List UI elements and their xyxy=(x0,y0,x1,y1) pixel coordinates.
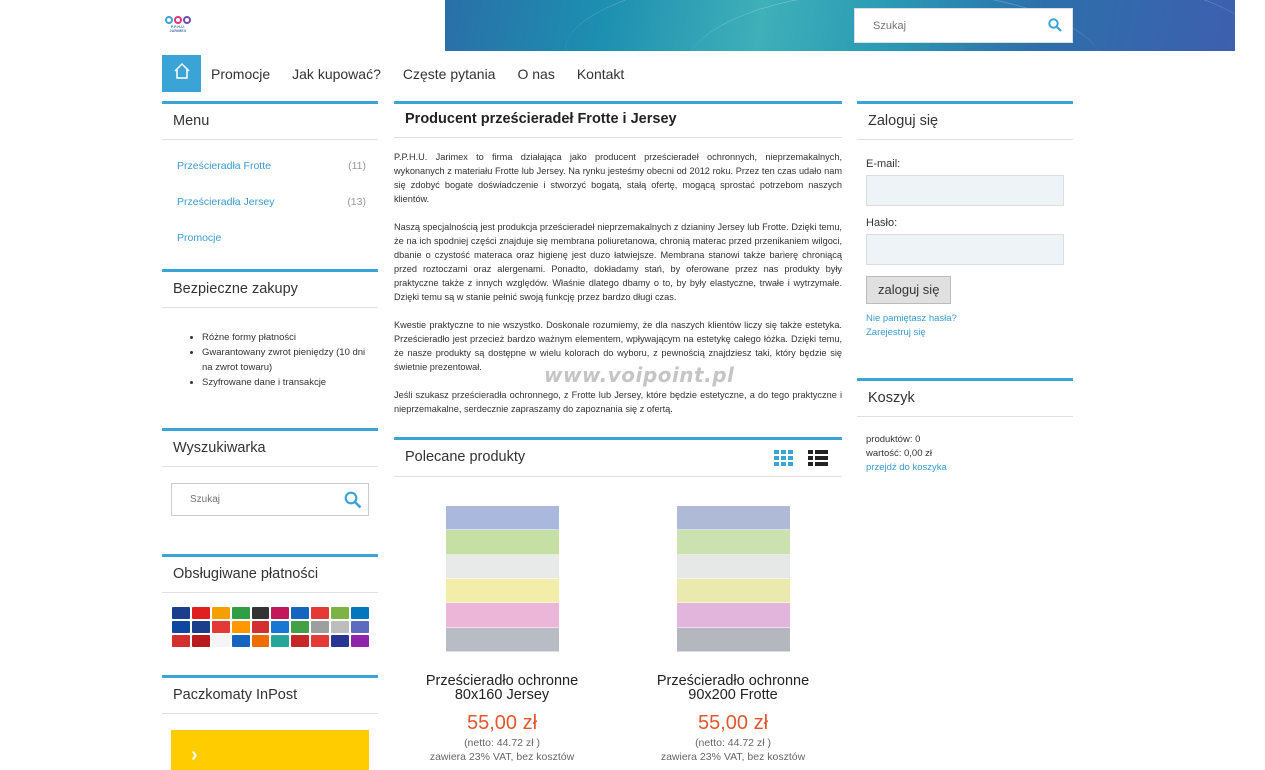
product-color-stripe xyxy=(677,506,790,530)
header-search[interactable] xyxy=(854,8,1073,43)
page-title: Producent prześcieradeł Frotte i Jersey xyxy=(394,104,842,138)
product-color-stripe xyxy=(677,555,790,579)
nav-promocje[interactable]: Promocje xyxy=(211,65,271,82)
product-name[interactable]: Prześcieradło ochronne 80x160 Jersey xyxy=(425,673,579,703)
product-netto: (netto: 44.72 zł ) xyxy=(464,737,540,749)
logo[interactable] xyxy=(163,16,193,34)
home-icon xyxy=(173,62,191,85)
inpost-banner[interactable] xyxy=(171,730,369,770)
product-vat: zawiera 23% VAT, bez kosztów xyxy=(660,751,806,763)
product-color-stripe xyxy=(446,530,559,554)
email-field[interactable] xyxy=(866,175,1064,206)
header-banner xyxy=(445,0,1235,51)
login-button[interactable]: zaloguj się xyxy=(866,276,951,304)
go-to-cart-link[interactable]: przejdź do koszyka xyxy=(866,462,947,473)
recommended-header xyxy=(394,437,842,477)
search-icon[interactable] xyxy=(1048,18,1062,37)
article-paragraph: Jeśli szukasz prześcieradła ochronnego, z Frotte lub Jersey, które będzie estetyczne, a do tego praktyczne i nieprzemakalne, serdecznie zapraszamy do zapoznania się z ofertą. xyxy=(394,390,842,414)
email-label: E-mail: xyxy=(866,158,901,170)
cart-value: wartość: 0,00 zł xyxy=(866,448,932,459)
product-price: 55,00 zł xyxy=(466,712,538,734)
sidebar-search[interactable] xyxy=(171,483,369,516)
nav-czeste-pytania[interactable]: Częste pytania xyxy=(402,65,496,82)
grid-view-icon[interactable] xyxy=(774,450,794,471)
menu-item-label[interactable]: Prześcieradła Frotte xyxy=(177,160,271,172)
search-icon[interactable] xyxy=(344,491,362,514)
article-paragraph: P.P.H.U. Jarimex to firma działająca jako producent prześcieradeł ochronnych, nieprzemakalnych, wykonanych z materiału Frotte lub Jersey. Na rynku jesteśmy obecni od 2012 roku. Przez ten czas udało nam się zdobyć bogate doświadczenie i stworzyć bogatą, stałą ofertę, mogącą sprostać potrzebom naszych klientów. xyxy=(394,152,842,204)
product-price: 55,00 zł xyxy=(697,712,769,734)
product-color-stripe xyxy=(677,579,790,603)
menu-item-count: (13) xyxy=(347,196,366,208)
payments-box xyxy=(162,554,378,664)
nav-jak-kupowac[interactable]: Jak kupować? xyxy=(292,65,381,82)
login-title: Zaloguj się xyxy=(857,104,1073,140)
payments-title: Obsługiwane płatności xyxy=(162,557,378,593)
product-color-stripe xyxy=(446,579,559,603)
watermark: www.voipoint.pl xyxy=(544,363,735,387)
product-color-stripe xyxy=(446,603,559,627)
logo-mark xyxy=(163,16,193,24)
home-button[interactable] xyxy=(162,55,201,92)
login-box xyxy=(857,101,1073,346)
list-view-icon[interactable] xyxy=(808,450,828,471)
sidebar-search-input[interactable] xyxy=(172,484,332,515)
product-name[interactable]: Prześcieradło ochronne 90x200 Frotte xyxy=(656,673,810,703)
product-card[interactable] xyxy=(394,506,610,763)
product-color-stripe xyxy=(446,555,559,579)
forgot-password-link[interactable]: Nie pamiętasz hasła? xyxy=(866,313,957,324)
inpost-title: Paczkomaty InPost xyxy=(162,678,378,714)
menu-item-count: (11) xyxy=(348,160,366,172)
product-color-stripe xyxy=(677,603,790,627)
cart-box xyxy=(857,378,1073,478)
article-paragraph: Naszą specjalnością jest produkcja prześcieradeł nieprzemakalnych z dzianiny Jersey lub Frotte. Dzięki temu, że na ich spodniej części znajduje się membrana poliuretanowa, chronią materac przed przenikaniem wilgoci, dbanie o czystość materaca oraz higienę jest duzo łatwiejsze. Membrana stanowi także barierę chroniącą przed roztoczami oraz alergenami. Ponadto, dokładamy stań, by oferowane przez nas produkty były praktyczne także z innych względów. Właśnie dlatego dbamy o to, by były elastyczne, trwałe i wytrzymałe. Dzięki temu są w stanie pełnić swoją funkcję przez bardzo długi czas. xyxy=(394,222,842,302)
product-color-stripe xyxy=(446,506,559,530)
menu-item-label[interactable]: Prześcieradła Jersey xyxy=(177,196,275,208)
menu-box xyxy=(162,101,378,261)
list-item: • Gwarantowany zwrot pieniędzy (10 dni na zwrot towaru) xyxy=(202,345,372,375)
search-box-section xyxy=(162,428,378,538)
product-image[interactable] xyxy=(677,506,790,652)
product-color-stripe xyxy=(677,628,790,652)
password-label: Hasło: xyxy=(866,217,898,229)
safe-shopping-title: Bezpieczne zakupy xyxy=(162,272,378,308)
nav-kontakt[interactable]: Kontakt xyxy=(576,65,625,82)
logo-text: P.P.H.U. JARIMEX xyxy=(169,25,187,33)
password-field[interactable] xyxy=(866,234,1064,265)
cart-products-count: produktów: 0 xyxy=(866,434,921,445)
menu-item-label[interactable]: Promocje xyxy=(177,232,222,244)
search-section-title: Wyszukiwarka xyxy=(162,431,378,467)
list-item: • Szyfrowane dane i transakcje xyxy=(202,375,378,390)
recommended-title: Polecane produkty xyxy=(405,449,526,465)
header-search-input[interactable] xyxy=(855,9,1035,42)
article-paragraph: Kwestie praktyczne to nie wszystko. Doskonale rozumiemy, że dla naszych klientów liczy się także estetyka. Prześcieradło jest przecież bardzo ważnym elementem, wpływającym na estetykę całego łóżka. Dzięki temu, że nasze produkty są dostępne w wielu kolorach do wyboru, z pewnością znajdziesz taki, który będzie się świetnie prezentował. xyxy=(394,320,842,372)
product-card[interactable] xyxy=(625,506,841,763)
menu-title: Menu xyxy=(162,104,378,140)
product-vat: zawiera 23% VAT, bez kosztów xyxy=(429,751,575,763)
product-netto: (netto: 44.72 zł ) xyxy=(695,737,771,749)
cart-title: Koszyk xyxy=(857,381,1073,417)
safe-shopping-list xyxy=(162,308,378,390)
chevron-right-icon: › xyxy=(191,744,198,766)
menu-item-frotte[interactable] xyxy=(177,148,378,184)
main-nav xyxy=(162,55,635,92)
safe-shopping-box xyxy=(162,269,378,419)
payment-logos xyxy=(172,607,369,647)
menu-item-jersey[interactable] xyxy=(177,184,378,220)
product-color-stripe xyxy=(446,628,559,652)
list-item: • Różne formy płatności xyxy=(202,330,378,345)
nav-o-nas[interactable]: O nas xyxy=(517,65,555,82)
register-link[interactable]: Zarejestruj się xyxy=(866,327,926,338)
menu-item-promocje[interactable] xyxy=(177,220,378,256)
product-image[interactable] xyxy=(446,506,559,652)
inpost-box xyxy=(162,675,378,766)
product-color-stripe xyxy=(677,530,790,554)
